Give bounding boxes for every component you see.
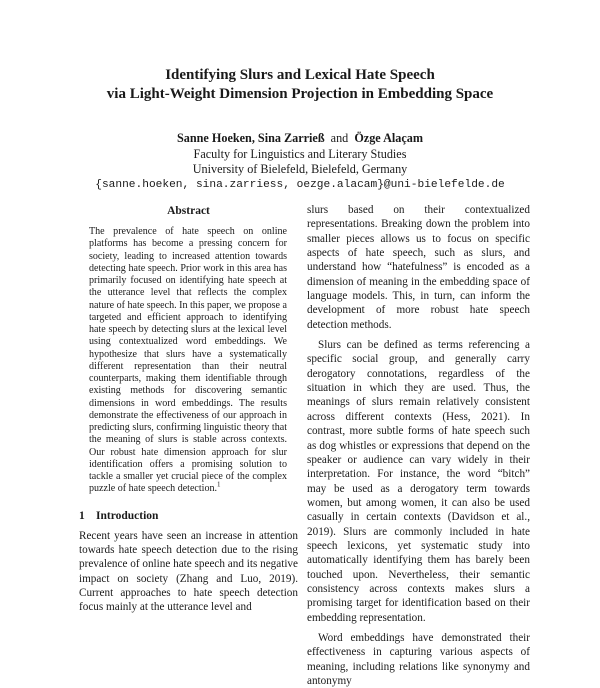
section-title: Introduction [96,509,159,522]
footnote-mark: 1 [217,480,221,489]
author-last: Özge Alaçam [354,131,424,145]
abstract-heading: Abstract [167,205,210,217]
authors-and: and [330,131,349,145]
abstract-text [89,226,287,496]
title-line-1: Identifying Slurs and Lexical Hate Speech [165,67,435,83]
section-number: 1 [79,509,85,522]
affiliation-line-1: Faculty for Linguistics and Literary Studies [193,146,407,161]
authors-first: Sanne Hoeken, Sina Zarrieß [176,131,325,145]
author-block [0,131,600,193]
section-heading-introduction [79,510,298,522]
paper-header [0,66,600,193]
author-names [0,131,600,147]
right-column [307,203,530,688]
affiliation-line-2: University of Bielefeld, Bielefeld, Germany [192,162,408,176]
title-line-2: via Light-Weight Dimension Projection in Embedding Space [106,86,494,102]
right-paragraph-1: slurs based on their contextualized representations. Breaking down the problem into smaller pieces allows us to focus on specific aspects of hate speech, such as slurs, and understand how “hatefulness” is encoded as a dimension of meaning in the embedding space of language models. This, in turn, can inform the development of more robust hate speech detection methods. [307,204,530,331]
right-paragraph-2: Slurs can be defined as terms referencing a specific social group, and generally carry derogatory connotations, regardless of the situation in which they are used. Thus, the meanings of slurs remain relatively consistent across different contexts (Hess, 2021). In contrast, more subtle forms of hate speech such as dog whistles or expressions that depend on the speaker or audience can vary widely in their interpretation. For instance, the word “bitch” may be used as a derogatory term towards women, but among women, it can also be used casually in certain contexts (Davidson et al., 2019). Slurs are commonly included in hate speech lexicons, yet systematic study into automatically identifying them has barely been touched upon. Nevertheless, their semantic consistency across contexts makes slurs a promising target for identification based on their embedding representation. [307,339,530,624]
left-column [79,205,298,615]
right-paragraph-3: Word embeddings have demonstrated their effectiveness in capturing various aspects of meaning, including relations like synonymy and antonymy [307,631,530,687]
intro-paragraph: Recent years have seen an increase in attention towards hate speech detection due to the rising prevalence of online hate speech and its negative impact on society (Zhang and Luo, 2019). Current approaches to hate speech detection focus mainly at the utterance level and [79,529,298,614]
author-emails: {sanne.hoeken, sina.zarriess, oezge.alacam}@uni-bielefelde.de [95,178,505,191]
abstract-body: The prevalence of hate speech on online platforms has become a pressing concern for society, leading to increased attention towards detecting hate speech. Prior work in this area has primarily focused on identifying hate speech at the utterance level that reflects the complex nature of hate speech. In this paper, we propose a targeted and efficient approach to identifying hate speech by detecting slurs at the lexical level using contextualized word embeddings. We hypothesize that slurs have a systematically different representation than their neutral counterparts, making them identifiable through existing methods for discovering semantic dimensions in word embeddings. The results demonstrate the effectiveness of our approach in predicting slurs, confirming linguistic theory that the meaning of slurs is stable across contexts. Our robust hate dimension approach for slur identification offers a promising solution to tackle a smaller yet crucial piece of the complex puzzle of hate speech detection. [89,226,287,495]
paper-title [0,66,600,104]
